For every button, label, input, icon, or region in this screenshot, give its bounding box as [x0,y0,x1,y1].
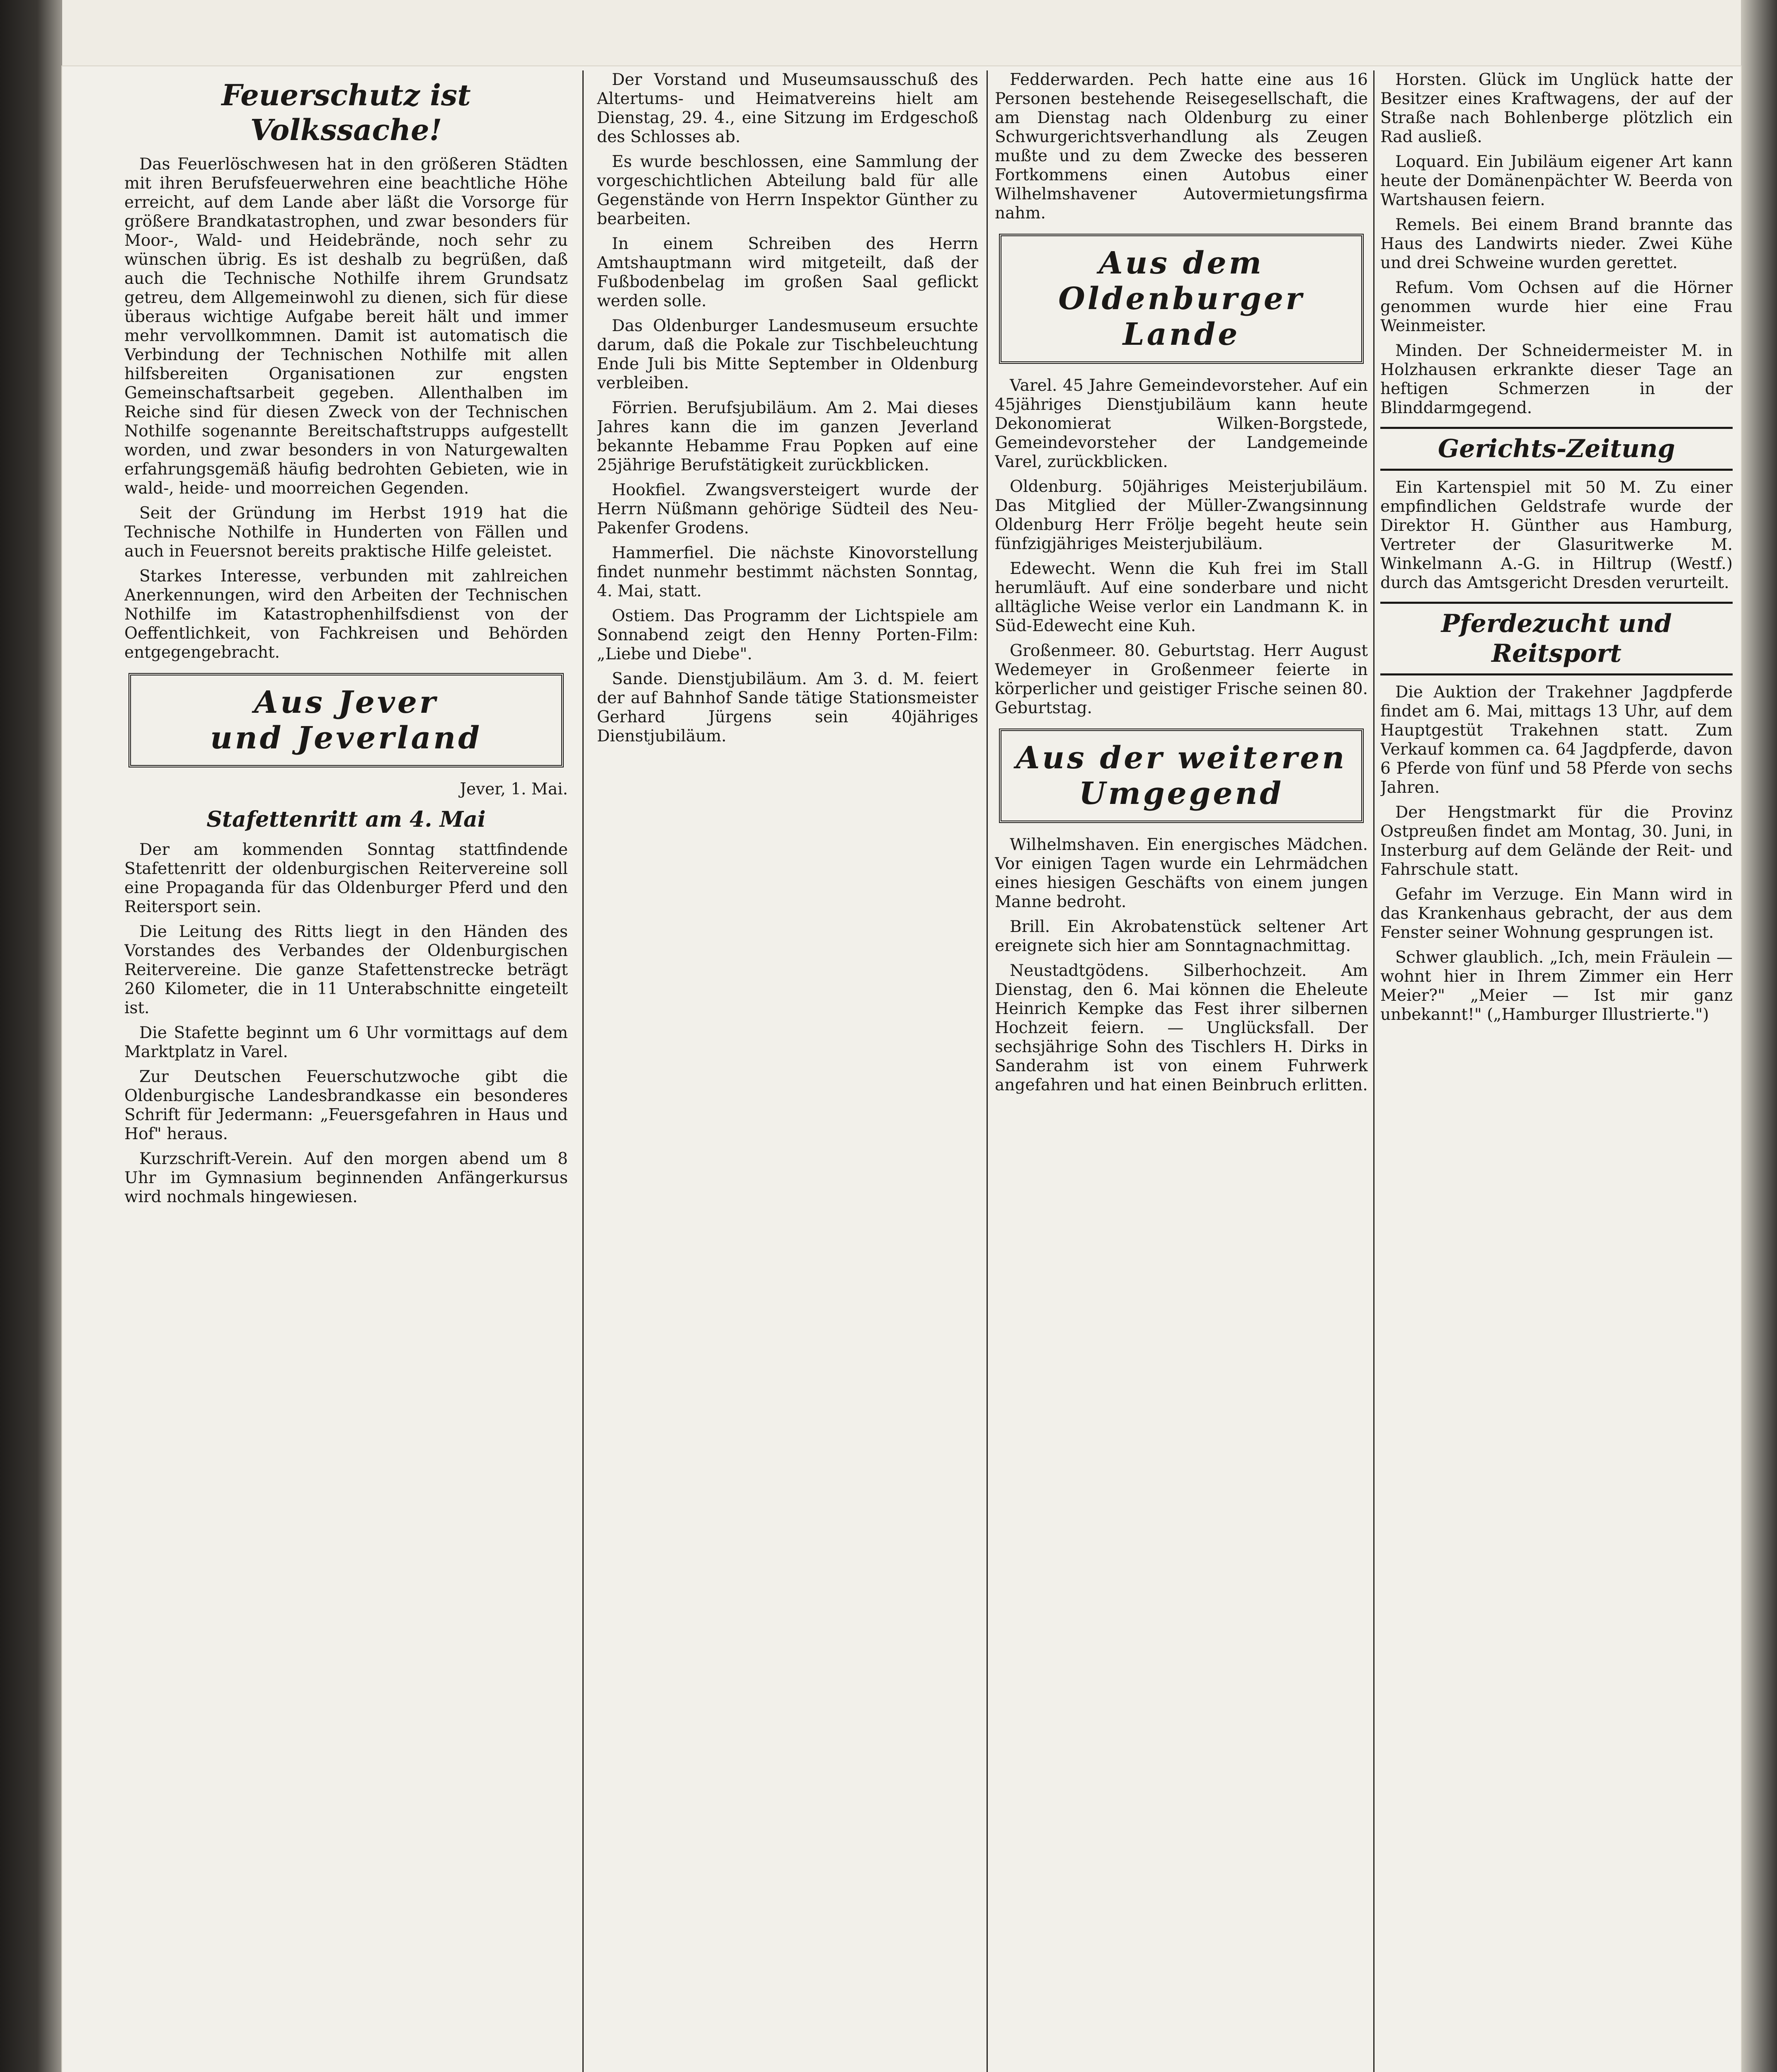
article-paragraph: Seit der Gründung im Herbst 1919 hat die Technische Nothilfe in Hunderten von Fällen und auch in Feuersnot bereits praktische Hilfe geleistet. [124,504,568,561]
section-title: Aus dem Oldenburger [1058,245,1304,317]
article-paragraph: Die Stafette beginnt um 6 Uhr vormittags auf dem Marktplatz in Varel. [124,1024,568,1061]
article-paragraph: Das Oldenburger Landesmuseum ersuchte darum, daß die Pokale zur Tischbeleuchtung Ende Juli bis Mitte September in Oldenburg verbleiben. [597,317,978,392]
section-title: Aus der weiteren [1016,740,1347,776]
article-paragraph: Ostiem. Das Programm der Lichtspiele am Sonnabend zeigt den Henny Porten-Film: „Liebe und Diebe". [597,607,978,663]
article-paragraph: Hammerfiel. Die nächste Kinovorstellung findet nunmehr bestimmt nächsten Sonntag, 4. Mai, statt. [597,544,978,600]
article-paragraph: Das Feuerlöschwesen hat in den größeren Städten mit ihren Berufsfeuerwehren eine beachtliche Höhe erreicht, auf dem Lande aber läßt die Vorsorge für größere Brandkatastrophen, und zwar besonders für Moor-, Wald- und Heidebrände, noch sehr zu wünschen übrig. Es ist deshalb zu begrüßen, daß auch die Technische Nothilfe ihrem Grundsatz getreu, dem Allgemeinwohl zu dienen, sich für diese überaus wichtige Aufgabe bereit hält und immer mehr vervollkommnen. Damit ist automatisch die Verbindung der Technischen Nothilfe mit allen hilfsbereiten Organisationen zur engsten Gemeinschaftsarbeit gegeben. Allenthalben im Reiche sind für diesen Zweck von der Technischen Nothilfe sogenannte Bereitschaftstrupps aufgestellt worden, und zwar besonders in von Naturgewalten erfahrungsgemäß häufig bedrohten Gebieten, wie in wald-, heide- und moorreichen Gegenden. [124,155,568,498]
column-1 [124,70,568,2072]
column-rule [987,70,988,2072]
article-paragraph: Neustadtgödens. Silberhochzeit. Am Dienstag, den 6. Mai können die Eheleute Heinrich Kempke das Fest ihrer silbernen Hochzeit feiern. — Unglücksfall. Der sechsjährige Sohn des Tischlers H. Dirks in Sanderahm ist von einem Fuhrwerk angefahren und hat einen Beinbruch erlitten. [995,961,1368,1094]
section-header-pferdezucht: Pferdezucht und Reitsport [1380,602,1733,675]
section-title: Lande [1122,317,1240,352]
column-rule [582,70,584,2072]
section-box-weiteren-umgegend [999,729,1364,823]
column-rule [1373,70,1375,2072]
article-paragraph: Sande. Dienstjubiläum. Am 3. d. M. feiert der auf Bahnhof Sande tätige Stationsmeister Gerhard Jürgens sein 40jähriges Dienstjubiläum. [597,670,978,746]
dateline: Jever, 1. Mai. [460,780,568,799]
article-paragraph: Remels. Bei einem Brand brannte das Haus des Landwirts nieder. Zwei Kühe und drei Schweine wurden gerettet. [1380,215,1733,272]
page-edge-shadow [1741,0,1777,2072]
article-paragraph: Gefahr im Verzuge. Ein Mann wird in das Krankenhaus gebracht, der aus dem Fenster seiner Wohnung gesprungen ist. [1380,885,1733,942]
section-box-jever [128,673,564,767]
section-title: Aus Jever [254,685,438,720]
article-paragraph: Förrien. Berufsjubiläum. Am 2. Mai dieses Jahres kann die im ganzen Jeverland bekannte Hebamme Frau Popken auf eine 25jährige Berufstätigkeit zurückblicken. [597,399,978,474]
article-paragraph: Brill. Ein Akrobatenstück seltener Art ereignete sich hier am Sonntagnachmittag. [995,917,1368,955]
article-paragraph: Starkes Interesse, verbunden mit zahlreichen Anerkennungen, wird den Arbeiten der Technischen Nothilfe im Katastrophenhilfsdienst von der Oeffentlichkeit, von Fachkreisen und Behörden entgegengebracht. [124,567,568,662]
article-paragraph: Minden. Der Schneidermeister M. in Holzhausen erkrankte dieser Tage an heftigen Schmerzen in der Blinddarmgegend. [1380,341,1733,417]
article-paragraph: Großenmeer. 80. Geburtstag. Herr August Wedemeyer in Großenmeer feierte in körperlicher und geistiger Frische seinen 80. Geburtstag. [995,641,1368,717]
column-3 [995,70,1368,2072]
section-title: und Jeverland [210,720,482,756]
column-4 [1380,70,1733,2072]
article-paragraph: Der Vorstand und Museumsausschuß des Altertums- und Heimatvereins hielt am Dienstag, 29. 4., eine Sitzung im Erdgeschoß des Schlosses ab. [597,70,978,146]
section-title: Umgegend [1079,776,1284,811]
article-paragraph: Kurzschrift-Verein. Auf den morgen abend um 8 Uhr im Gymnasium beginnenden Anfängerkursus wird nochmals hingewiesen. [124,1150,568,1206]
article-paragraph: Horsten. Glück im Unglück hatte der Besitzer eines Kraftwagens, der auf der Straße nach Bohlenberge plötzlich ein Rad ausließ. [1380,70,1733,146]
article-paragraph: In einem Schreiben des Herrn Amtshauptmann wird mitgeteilt, daß der Fußbodenbelag im großen Saal geflickt werden solle. [597,235,978,310]
article-paragraph: Wilhelmshaven. Ein energisches Mädchen. Vor einigen Tagen wurde ein Lehrmädchen eines hiesigen Geschäfts von einem jungen Manne bedroht. [995,835,1368,911]
article-paragraph: Die Leitung des Ritts liegt in den Händen des Vorstandes des Verbandes der Oldenburgischen Reitervereine. Die ganze Stafettenstrecke beträgt 260 Kilometer, die in 11 Unterabschnitte eingeteilt ist. [124,922,568,1017]
article-paragraph: Varel. 45 Jahre Gemeindevorsteher. Auf ein 45jähriges Dienstjubiläum kann heute Dekonomierat Wilken-Borgstede, Gemeindevorsteher der Landgemeinde Varel, zurückblicken. [995,376,1368,471]
article-title: Feuerschutz ist Volkssache! [221,78,471,147]
book-spine-shadow [0,0,62,2072]
article-paragraph: Der Hengstmarkt für die Provinz Ostpreußen findet am Montag, 30. Juni, in Insterburg auf dem Gelände der Reit- und Fahrschule statt. [1380,803,1733,879]
article-paragraph: Hookfiel. Zwangsversteigert wurde der Herrn Nüßmann gehörige Südteil des Neu-Pakenfer Grodens. [597,481,978,537]
article-paragraph: Ein Kartenspiel mit 50 M. Zu einer empfindlichen Geldstrafe wurde der Direktor H. Günther aus Hamburg, Vertreter der Glasuritwerke M. Winkelmann A.-G. in Hiltrup (Westf.) durch das Amtsgericht Dresden verurteilt. [1380,478,1733,592]
article-paragraph: Zur Deutschen Feuerschutzwoche gibt die Oldenburgische Landesbrandkasse ein besonderes Schrift für Jedermann: „Feuersgefahren in Haus und Hof" heraus. [124,1067,568,1143]
article-paragraph: Edewecht. Wenn die Kuh frei im Stall herumläuft. Auf eine sonderbare und nicht alltägliche Weise verlor ein Landmann K. in Süd-Edewecht eine Kuh. [995,559,1368,635]
column-2 [597,70,978,2072]
article-paragraph: Es wurde beschlossen, eine Sammlung der vorgeschichtlichen Abteilung bald für alle Gegenstände von Herrn Inspektor Günther zu bearbeiten. [597,152,978,228]
section-box-oldenburger-lande [999,234,1364,364]
article-paragraph: Der am kommenden Sonntag stattfindende Stafettenritt der oldenburgischen Reitervereine soll eine Propaganda für das Oldenburger Pferd und den Reitersport sein. [124,840,568,916]
article-paragraph: Oldenburg. 50jähriges Meisterjubiläum. Das Mitglied der Müller-Zwangsinnung Oldenburg Herr Frölje begeht heute sein fünfzigjähriges Meisterjubiläum. [995,477,1368,553]
article-paragraph: Refum. Vom Ochsen auf die Hörner genommen wurde hier eine Frau Weinmeister. [1380,278,1733,335]
section-header-gerichts-zeitung: Gerichts-Zeitung [1380,427,1733,471]
article-paragraph: Loquard. Ein Jubiläum eigener Art kann heute der Domänenpächter W. Beerda von Wartshausen feiern. [1380,152,1733,209]
article-paragraph: Die Auktion der Trakehner Jagdpferde findet am 6. Mai, mittags 13 Uhr, auf dem Hauptgestüt Trakehnen statt. Zum Verkauf kommen ca. 64 Jagdpferde, davon 6 Pferde von fünf und 58 Pferde von sechs Jahren. [1380,683,1733,797]
article-paragraph: Fedderwarden. Pech hatte eine aus 16 Personen bestehende Reisegesellschaft, die am Dienstag nach Oldenburg zu einer Schwurgerichtsverhandlung als Zeugen mußte und zu dem Zwecke des besseren Fortkommens einen Autobus einer Wilhelmshavener Autovermietungsfirma nahm. [995,70,1368,223]
article-subtitle: Stafettenritt am 4. Mai [206,807,486,832]
article-paragraph: Schwer glaublich. „Ich, mein Fräulein — wohnt hier in Ihrem Zimmer ein Herr Meier?" „Meier — Ist mir ganz unbekannt!" („Hamburger Illustrierte.") [1380,948,1733,1024]
